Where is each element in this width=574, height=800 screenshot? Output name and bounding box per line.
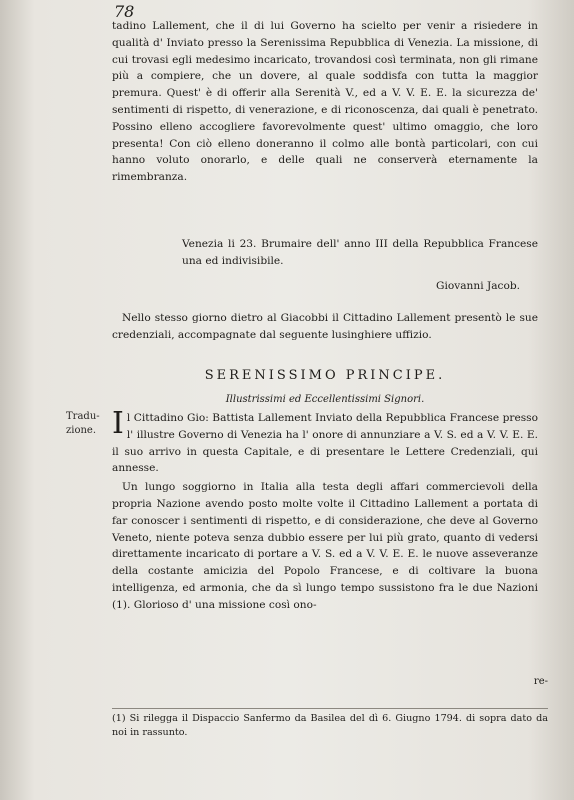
footnote: (1) Si rilegga il Dispaccio Sanfermo da Basilea del dì 6. Giugno 1794. di sopra dato da noi in rassunto. [112, 708, 548, 740]
signature: Giovanni Jacob. [436, 280, 520, 292]
dateline-block [112, 236, 538, 270]
margin-note-traduzione: Tradu-zione. [66, 411, 100, 436]
signature-block [112, 278, 538, 295]
translation-paragraph-1 [112, 406, 538, 477]
subheading-block [112, 392, 538, 409]
letter-paragraph: tadino Lallement, che il di lui Governo ha scielto per venir a risiedere in qualità d' Inviato presso la Serenissima Repubblica di Venezia. La missione, di cui trovasi egli medesimo incaricato, trovandosi così terminata, non gli rimane più a compiere, che un dovere, al quale soddisfa con tutta la maggior premura. Quest' è di offerir alla Serenità V., ed a V. V. E. E. la sicurezza de' sentimenti di rispetto, di venerazione, e di riconoscenza, dai quali è penetrato. Possino elleno accogliere favorevolmente quest' ultimo omaggio, che loro presenta! Con ciò elleno doneranno il colmo alle bontà particolari, con cui hanno voluto onorarlo, e delle quali ne conserverà eternamente la rimembranza. [112, 20, 538, 184]
translation-paragraph-2: Un lungo soggiorno in Italia alla testa degli affari commercievoli della propria Nazione avendo posto molte volte il Cittadino Lallement a portata di far conoscer i sentimenti di rispetto, e di considerazione, che deve al Governo Veneto, niente poteva senza dubbio essere per lui più grato, quanto di vedersi direttamente incaricato di portare a V. S. ed a V. V. E. E. le nuove asseveranze della costante amicizia del Popolo Francese, e di coltivare la buona intelligenza, ed armonia, che da sì lungo tempo sussistono fra le due Nazioni (1). Glorioso d' una missione così ono- [112, 481, 538, 611]
dateline: Venezia li 23. Brumaire dell' anno III della Repubblica Francese una ed indivisibile. [182, 238, 538, 267]
drop-cap: I [112, 406, 124, 441]
page-number: 78 [114, 2, 135, 21]
narrative-block [112, 310, 538, 344]
salutation-heading: SERENISSIMO PRINCIPE. [204, 368, 446, 383]
narrative-paragraph: Nello stesso giorno dietro al Giacobbi il Cittadino Lallement presentò le sue credenziali, accompagnate dal seguente lusinghiere uffizio. [112, 312, 538, 341]
heading-block [112, 368, 538, 385]
translation-paragraph-1-text: l Cittadino Gio: Battista Lallement Inviato della Repubblica Francese presso l' illustre Governo di Venezia ha l' onore di annunziare a V. S. ed a V. V. E. E. il suo arrivo in questa Capitale, e di presentare le Lettere Credenziali, qui annesse. [112, 412, 538, 475]
catchword: re- [533, 676, 548, 687]
salutation-subheading: Illustrissimi ed Eccellentissimi Signori. [225, 394, 425, 405]
translation-body [112, 406, 538, 614]
letter-body-top [112, 18, 538, 186]
